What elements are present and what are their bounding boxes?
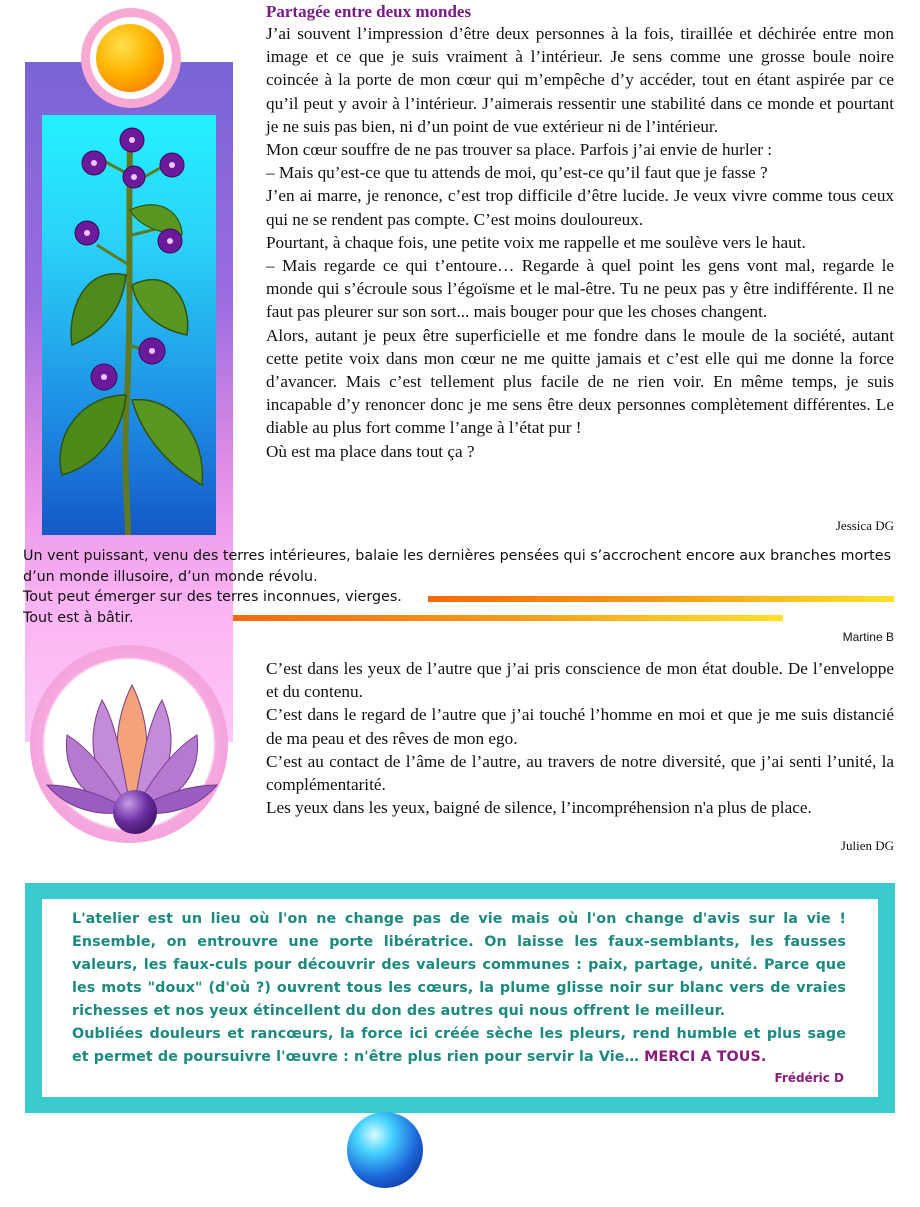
merci-text: MERCI A TOUS. xyxy=(644,1049,767,1065)
jessica-paragraph: J’ai souvent l’impression d’être deux personnes à la fois, tiraillée et déchirée entre mon image et ce que je suis vraiment à l’intérieur. Je sens comme une grosse boule noire coincée à la porte de mon cœur qui m’empêche d’y accéder, tout en étant aspirée par ce qu’il peut y avoir à l’intérieur. J’aimerais ressentir une stabilité dans ce monde et pourtant je ne suis pas bien, ni d’un point de vue extérieur ni de l’intérieur. xyxy=(266,24,894,136)
pearl-illustration xyxy=(113,790,157,834)
martine-text xyxy=(23,546,903,628)
julien-paragraph: Les yeux dans les yeux, baigné de silence, l’incompréhension n'a plus de place. xyxy=(266,798,812,818)
jessica-paragraph: Pourtant, à chaque fois, une petite voix me rappelle et me soulève vers le haut. xyxy=(266,232,806,252)
sun-illustration xyxy=(96,24,164,92)
jessica-paragraph: Alors, autant je peux être superficielle et me fondre dans le moule de la société, autant cette petite voix dans mon cœur ne me quitte jamais et c’est elle qui me donne la force d’avancer. Mais c’est tellement plus facile de ne rien voir. En même temps, je suis incapable d’y renoncer donc je me sens être deux personnes complètement différentes. Le diable au plus fort comme l’ange à l’état pur ! xyxy=(266,325,894,438)
jessica-paragraph: J’en ai marre, je renonce, c’est trop difficile d’être lucide. Je veux vivre comme tous ceux qui ne se rendent pas compte. C’est moins douloureux. xyxy=(266,186,894,229)
martine-line: Tout est à bâtir. xyxy=(23,609,134,626)
signature-frederic: Frédéric D xyxy=(774,1071,844,1085)
julien-text xyxy=(266,657,894,819)
jessica-paragraph: Où est ma place dans tout ça ? xyxy=(266,441,475,461)
article-title: Partagée entre deux mondes xyxy=(266,2,472,21)
frederic-paragraph: L'atelier est un lieu où l'on ne change pas de vie mais où l'on change d'avis sur la vie ! Ensemble, on entrouvre une porte libératrice. On laisse les faux-semblants, les fausses valeurs, les faux-culs pour découvrir des valeurs communes : paix, partage, unité. Parce que les mots "doux" (d'où ?) ouvrent tous les cœurs, la plume glisse noir sur blanc vers de vraies richesses et nos yeux étincellent du don des autres qui nous offrent le meilleur. xyxy=(72,911,846,1019)
blue-orb-illustration xyxy=(347,1112,423,1188)
martine-line: Un vent puissant, venu des terres intérieures, balaie les dernières pensées qui s’accrochent encore aux branches mortes d’un monde illusoire, d’un monde révolu. xyxy=(23,548,892,585)
jessica-paragraph: – Mais regarde ce qui t’entoure… Regarde à quel point les gens vont mal, regarde le monde qui s’écroule sous l’égoïsme et le mal-être. Tu ne peux pas y être indifférente. Il ne faut pas pleurer sur son sort... mais bouger pour que les choses changent. xyxy=(266,256,894,322)
signature-jessica: Jessica DG xyxy=(835,518,894,533)
jessica-paragraph: Mon cœur souffre de ne pas trouver sa place. Parfois j’ai envie de hurler : xyxy=(266,140,773,160)
frederic-paragraph-last xyxy=(72,1023,846,1069)
frederic-paragraph: Oubliées douleurs et rancœurs, la force ici créée sèche les pleurs, rend humble et plus sage et permet de poursuivre l'œuvre : n'être plus rien pour servir la Vie… xyxy=(72,1026,846,1065)
jessica-paragraph: – Mais qu’est-ce que tu attends de moi, qu’est-ce qu’il faut que je fasse ? xyxy=(266,163,768,183)
julien-paragraph: C’est dans les yeux de l’autre que j’ai pris conscience de mon état double. De l’enveloppe et du contenu. xyxy=(266,659,894,702)
signature-julien: Julien DG xyxy=(840,838,894,853)
flower-drawing xyxy=(42,115,216,535)
signature-martine: Martine B xyxy=(842,630,894,644)
flower-illustration xyxy=(42,115,216,535)
julien-paragraph: C’est dans le regard de l’autre que j’ai touché l’homme en moi et que je me suis distancié de ma peau et des rêves de mon ego. xyxy=(266,705,894,748)
frederic-text xyxy=(72,908,846,1069)
julien-paragraph: C’est au contact de l’âme de l’autre, au travers de notre diversité, que j’ai senti l’unité, la complémentarité. xyxy=(266,751,894,795)
martine-line: Tout peut émerger sur des terres inconnues, vierges. xyxy=(23,589,402,605)
jessica-text xyxy=(266,22,894,463)
